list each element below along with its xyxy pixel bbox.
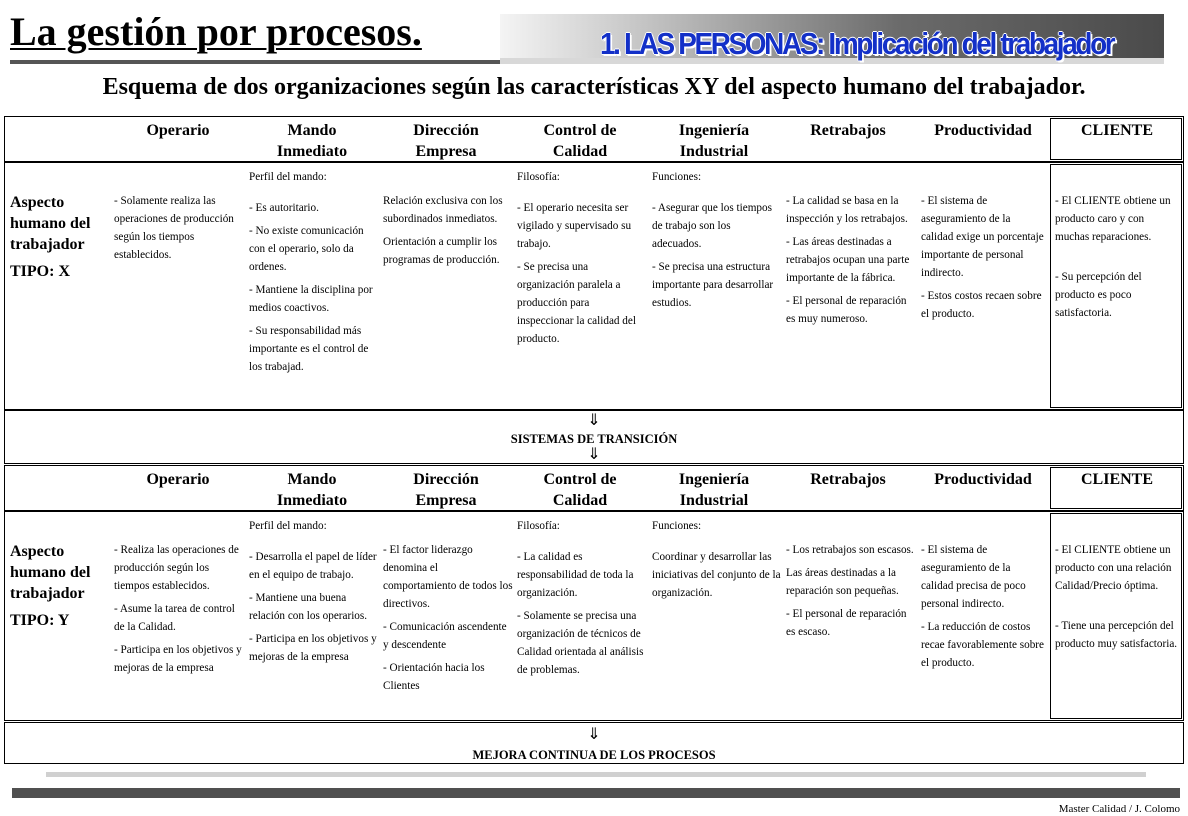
row-label-text: Aspecto humano del trabajador bbox=[10, 194, 91, 253]
cell-text: Relación exclusiva con los subordinados inmediatos. bbox=[383, 195, 503, 225]
cell-text: - Se precisa una estructura importante para desarrollar estudios. bbox=[652, 261, 774, 309]
footer-divider-dark bbox=[12, 788, 1180, 798]
cell-text: - Participa en los objetivos y mejoras de la empresa bbox=[249, 633, 377, 663]
cell-text: - Comunicación ascendente y descendente bbox=[383, 621, 507, 651]
cell-text: - El CLIENTE obtiene un producto con una relación Calidad/Precio óptima. bbox=[1055, 544, 1172, 592]
cell-text: - Mantiene una buena relación con los operarios. bbox=[249, 592, 368, 622]
col-header-productividad: Productividad bbox=[934, 471, 1032, 488]
cell-text: - El factor liderazgo denomina el comportamiento de todos los directivos. bbox=[383, 544, 513, 610]
col-header-cliente: CLIENTE bbox=[1080, 471, 1154, 488]
cell-text: - Asegurar que los tiempos de trabajo son los adecuados. bbox=[652, 202, 772, 250]
cell-text: - El personal de reparación es escaso. bbox=[786, 608, 907, 638]
title-block bbox=[10, 10, 500, 62]
transition-box bbox=[4, 410, 1184, 464]
cell-text: - Solamente realiza las operaciones de producción según los tiempos establecidos. bbox=[114, 195, 234, 261]
col-header-cliente: CLIENTE bbox=[1080, 122, 1154, 139]
cell-x-mando bbox=[249, 168, 379, 381]
cell-y-productividad bbox=[921, 541, 1045, 677]
section-banner: 1. LAS PERSONAS: Implicación del trabajador bbox=[600, 26, 1114, 61]
cell-x-retrabajos bbox=[786, 192, 916, 333]
footer-divider-light bbox=[46, 772, 1146, 777]
cell-text: - La reducción de costos recae favorablemente sobre el producto. bbox=[921, 621, 1044, 669]
cell-text: - La calidad es responsabilidad de toda la organización. bbox=[517, 551, 634, 599]
down-arrow-icon: ⇓ bbox=[587, 724, 601, 743]
cell-text: - Su responsabilidad más importante es el control de los trabajad. bbox=[249, 325, 369, 373]
cell-text: - Orientación hacia los Clientes bbox=[383, 662, 485, 692]
cell-x-ingenieria bbox=[652, 168, 782, 317]
cell-intro: Funciones: bbox=[652, 520, 702, 532]
tipo-x-label: TIPO: X bbox=[10, 263, 70, 280]
title-underline-shadow bbox=[10, 60, 500, 64]
cell-intro: Perfil del mando: bbox=[249, 520, 327, 532]
cell-text: - Mantiene la disciplina por medios coactivos. bbox=[249, 284, 373, 314]
cell-intro: Filosofía: bbox=[517, 171, 560, 183]
cell-intro: Funciones: bbox=[652, 171, 702, 183]
cell-text: - Solamente se precisa una organización de técnicos de Calidad orientada al análisis de problemas. bbox=[517, 610, 644, 676]
col-header-direccion: Dirección Empresa bbox=[413, 122, 479, 160]
cell-text: - Se precisa una organización paralela a producción para inspeccionar la calidad del producto. bbox=[517, 261, 636, 345]
cell-x-calidad bbox=[517, 168, 647, 353]
tipo-y-label: TIPO: Y bbox=[10, 612, 70, 629]
cell-text: - Su percepción del producto es poco satisfactoria. bbox=[1055, 271, 1142, 319]
cell-text: - Participa en los objetivos y mejoras de la empresa bbox=[114, 644, 242, 674]
cell-y-direccion bbox=[383, 541, 513, 700]
cell-text: Coordinar y desarrollar las iniciativas del conjunto de la organización. bbox=[652, 551, 781, 599]
col-header-ingenieria: Ingeniería Industrial bbox=[678, 471, 750, 509]
col-header-operario: Operario bbox=[146, 471, 210, 488]
col-header-retrabajos: Retrabajos bbox=[810, 122, 886, 139]
col-header-mando: Mando Inmediato bbox=[276, 122, 348, 160]
cell-text: - Realiza las operaciones de producción según los tiempos establecidos. bbox=[114, 544, 239, 592]
cell-intro: Perfil del mando: bbox=[249, 171, 327, 183]
cell-y-operario bbox=[114, 541, 244, 682]
cell-y-cliente bbox=[1055, 541, 1181, 658]
final-box bbox=[4, 722, 1184, 764]
cell-text: - El sistema de aseguramiento de la calidad precisa de poco personal indirecto. bbox=[921, 544, 1026, 610]
cell-text: - Los retrabajos son escasos. bbox=[786, 544, 914, 556]
col-header-calidad: Control de Calidad bbox=[543, 122, 617, 160]
cell-text: - La calidad se basa en la inspección y los retrabajos. bbox=[786, 195, 908, 225]
row-label-x bbox=[10, 192, 110, 282]
footer-credit: Master Calidad / J. Colomo bbox=[1058, 803, 1180, 815]
cell-text: - El operario necesita ser vigilado y supervisado su trabajo. bbox=[517, 202, 632, 250]
cell-text: Las áreas destinadas a la reparación son pequeñas. bbox=[786, 567, 899, 597]
page-title: La gestión por procesos. bbox=[10, 9, 422, 54]
col-header-productividad: Productividad bbox=[934, 122, 1032, 139]
down-arrow-icon: ⇓ bbox=[587, 410, 601, 429]
cell-text: - El sistema de aseguramiento de la calidad exige un porcentaje importante de personal indirecto. bbox=[921, 195, 1044, 279]
cell-intro: Filosofía: bbox=[517, 520, 560, 532]
down-arrow-icon: ⇓ bbox=[587, 444, 601, 463]
cell-text: - Asume la tarea de control de la Calidad. bbox=[114, 603, 235, 633]
col-header-calidad: Control de Calidad bbox=[543, 471, 617, 509]
col-header-direccion: Dirección Empresa bbox=[413, 471, 479, 509]
col-header-operario: Operario bbox=[146, 122, 210, 139]
cell-y-calidad bbox=[517, 517, 647, 684]
page-subtitle: Esquema de dos organizaciones según las características XY del aspecto humano del trabajador. bbox=[102, 74, 1086, 100]
cell-text: Orientación a cumplir los programas de producción. bbox=[383, 236, 500, 266]
cell-text: - El CLIENTE obtiene un producto caro y con muchas reparaciones. bbox=[1055, 195, 1171, 243]
cell-text: - Es autoritario. bbox=[249, 202, 319, 214]
transition-label: SISTEMAS DE TRANSICIÓN bbox=[510, 432, 678, 446]
cell-text: - No existe comunicación con el operario, solo da ordenes. bbox=[249, 225, 364, 273]
cell-x-cliente bbox=[1055, 192, 1181, 327]
cell-text: - Tiene una percepción del producto muy satisfactoria. bbox=[1055, 620, 1178, 650]
final-label: MEJORA CONTINUA DE LOS PROCESOS bbox=[472, 748, 716, 762]
cell-x-direccion bbox=[383, 192, 513, 274]
col-header-mando: Mando Inmediato bbox=[276, 471, 348, 509]
cell-text: - Las áreas destinadas a retrabajos ocupan una parte importante de la fábrica. bbox=[786, 236, 910, 284]
row-label-text: Aspecto humano del trabajador bbox=[10, 543, 91, 602]
cell-y-retrabajos bbox=[786, 541, 916, 646]
cell-y-mando bbox=[249, 517, 379, 671]
cell-x-productividad bbox=[921, 192, 1045, 328]
col-header-retrabajos: Retrabajos bbox=[810, 471, 886, 488]
cell-text: - El personal de reparación es muy numeroso. bbox=[786, 295, 907, 325]
cell-y-ingenieria bbox=[652, 517, 782, 607]
cell-text: - Estos costos recaen sobre el producto. bbox=[921, 290, 1042, 320]
cell-text: - Desarrolla el papel de líder en el equipo de trabajo. bbox=[249, 551, 377, 581]
row-label-y bbox=[10, 541, 110, 631]
cell-x-operario bbox=[114, 192, 244, 269]
col-header-ingenieria: Ingeniería Industrial bbox=[678, 122, 750, 160]
